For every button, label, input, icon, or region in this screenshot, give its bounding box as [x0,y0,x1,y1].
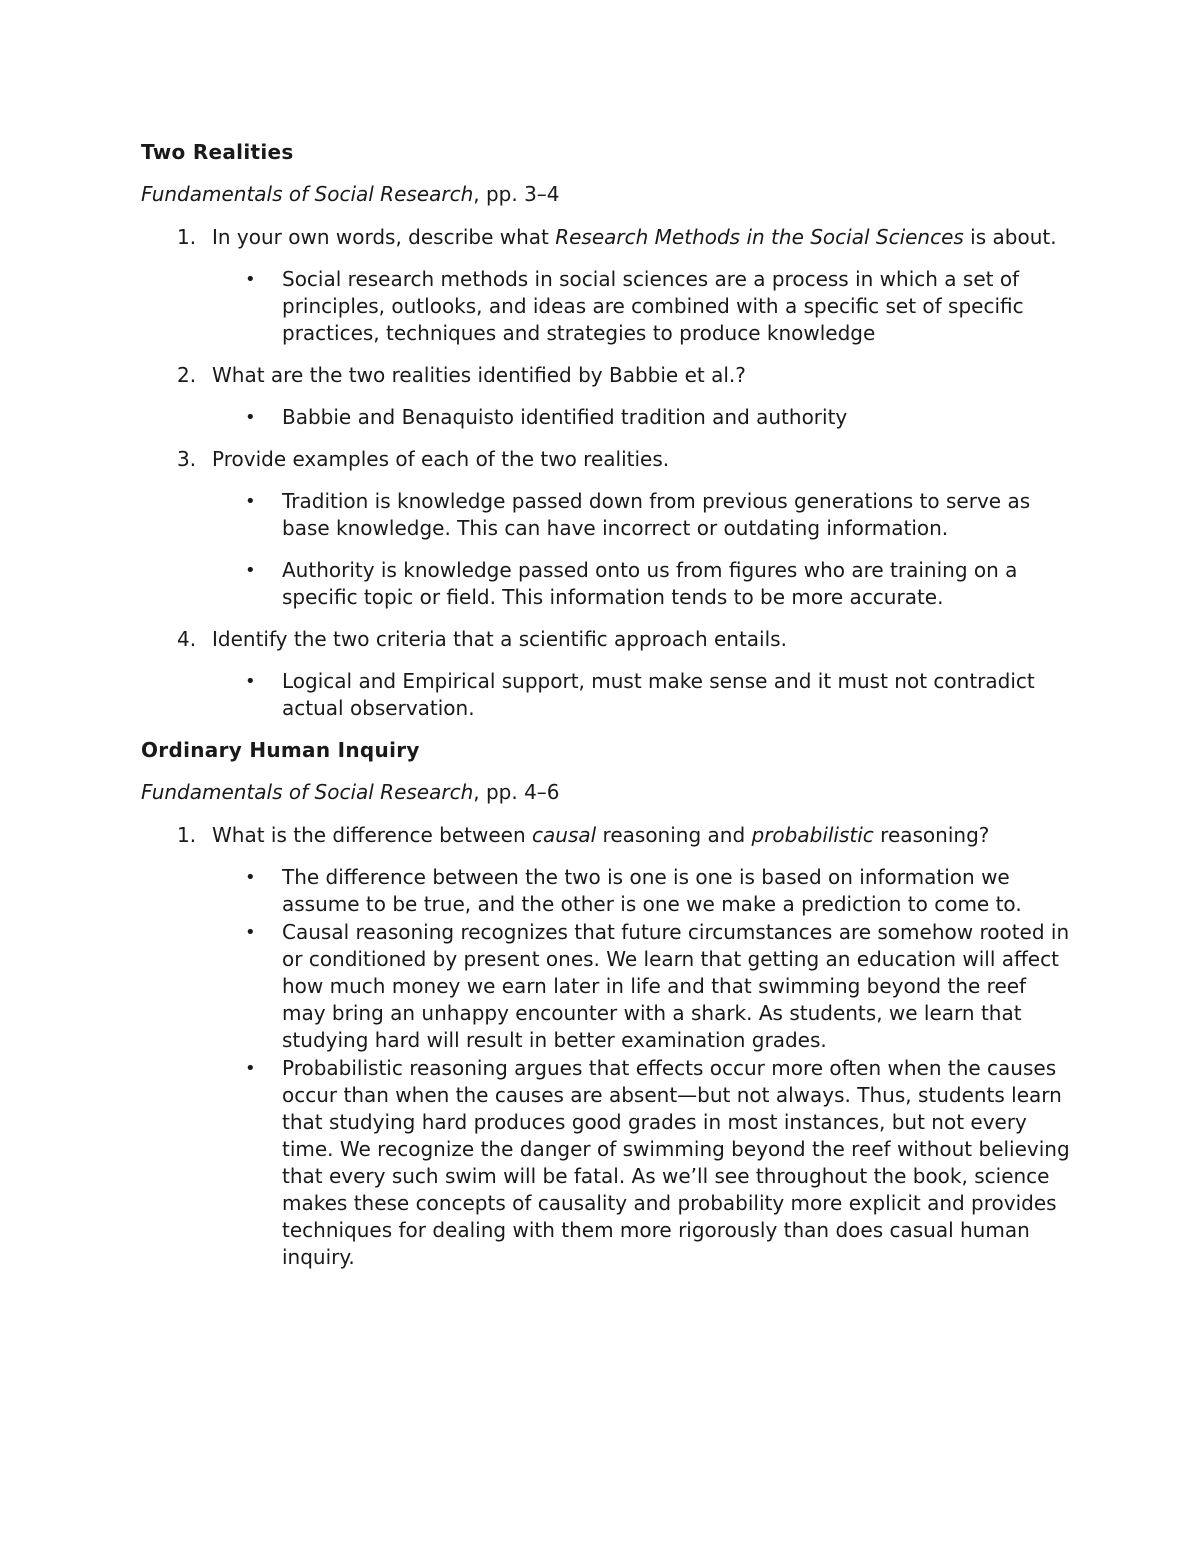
answer-list [212,488,1071,611]
section-ordinary-human-inquiry [141,736,1071,1271]
section-two-realities [141,138,1071,722]
bullet-icon: • [245,560,256,581]
question-text [212,822,1071,849]
source-pages: , pp. 3–4 [473,182,560,206]
answer-list [212,266,1071,347]
answer-text: Babbie and Benaquisto identified tradition and authority [282,405,848,429]
question-item [141,822,1071,1271]
answer-text: Social research methods in social sciences are a process in which a set of principles, outlooks, and ideas are combined with a specific set of specific practices, techniques and strategies to produce knowledge [282,267,1024,345]
source-title: Fundamentals of Social Research [141,182,474,206]
answer-item [212,557,1071,611]
question-text-part: reasoning? [873,823,990,847]
question-item [141,224,1071,347]
answer-item [212,404,1071,431]
answer-item [212,864,1071,918]
question-number: 1. [177,225,197,249]
answer-list [212,668,1071,722]
answer-text: Tradition is knowledge passed down from previous generations to serve as base knowledge. This can have incorrect or outdating information. [282,489,1031,540]
question-item [141,446,1071,611]
bullet-icon: • [245,867,256,888]
section-heading: Two Realities [141,140,294,164]
question-item [141,362,1071,431]
question-text-italic: probabilistic [751,823,874,847]
question-number: 4. [177,627,197,651]
question-text: Identify the two criteria that a scientific approach entails. [212,627,787,651]
source-title: Fundamentals of Social Research [141,780,474,804]
bullet-icon: • [245,407,256,428]
answer-list [212,864,1071,1271]
question-number: 3. [177,447,197,471]
answer-text: The difference between the two is one is one is based on information we assume to be true, and the other is one we make a prediction to come to. [282,865,1022,916]
source-citation [141,181,1071,208]
answer-item [212,488,1071,542]
bullet-icon: • [245,491,256,512]
question-list [141,822,1071,1271]
answer-text: Causal reasoning recognizes that future circumstances are somehow rooted in or conditioned by present ones. We learn that getting an education will affect how much money we earn later in life and that swimming beyond the reef may bring an unhappy encounter with a shark. As students, we learn that studying hard will result in better examination grades. [282,920,1070,1052]
question-text-part: In your own words, describe what [212,225,556,249]
answer-list [212,404,1071,431]
question-number: 2. [177,363,197,387]
section-heading: Ordinary Human Inquiry [141,738,420,762]
bullet-icon: • [245,922,256,943]
question-text-part: is about. [963,225,1057,249]
answer-text: Authority is knowledge passed onto us from figures who are training on a specific topic or field. This information tends to be more accurate. [282,558,1018,609]
question-text-part: What is the difference between [212,823,533,847]
document-page [141,138,1071,1271]
question-item [141,626,1071,722]
bullet-icon: • [245,269,256,290]
question-text: Provide examples of each of the two realities. [212,447,670,471]
answer-item [212,919,1071,1054]
source-pages: , pp. 4–6 [473,780,560,804]
question-text-italic: causal [532,823,597,847]
question-text-part: reasoning and [596,823,752,847]
bullet-icon: • [245,1058,256,1079]
question-list [141,224,1071,722]
bullet-icon: • [245,671,256,692]
question-text [212,224,1071,251]
answer-item [212,668,1071,722]
answer-item [212,266,1071,347]
question-text-italic: Research Methods in the Social Sciences [555,225,964,249]
source-citation [141,779,1071,806]
question-number: 1. [177,823,197,847]
answer-text: Probabilistic reasoning argues that effects occur more often when the causes occur than when the causes are absent—but not always. Thus, students learn that studying hard produces good grades in most instances, but not every time. We recognize the danger of swimming beyond the reef without believing that every such swim will be fatal. As we’ll see throughout the book, science makes these concepts of causality and probability more explicit and provides techniques for dealing with them more rigorously than does casual human inquiry. [282,1056,1070,1269]
question-text: What are the two realities identified by Babbie et al.? [212,363,746,387]
answer-text: Logical and Empirical support, must make sense and it must not contradict actual observation. [282,669,1035,720]
answer-item [212,1055,1071,1271]
